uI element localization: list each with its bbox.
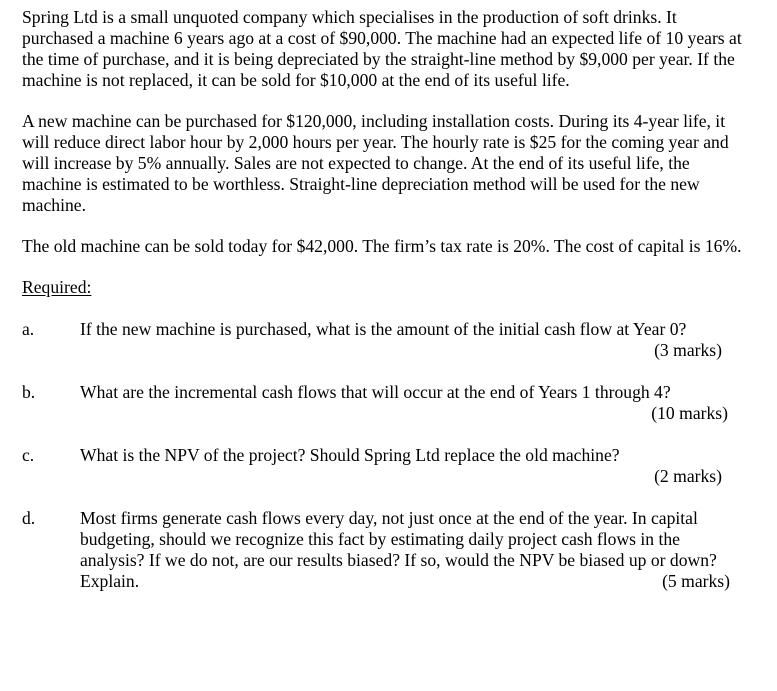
- question-marks: (2 marks): [654, 466, 722, 486]
- paragraph-company-background: Spring Ltd is a small unquoted company which specialises in the production of soft drinks. It purchased a machine 6 years ago at a cost of $90,000. The machine had an expected life of 10 years at the time of purchase, and it is being depreciated by the straight-line method by $9,000 per year. If the machine is not replaced, it can be sold for $10,000 at the end of its useful life.: [22, 7, 742, 90]
- question-text: What are the incremental cash flows that will occur at the end of Years 1 through 4?: [80, 382, 671, 402]
- question-letter: c.: [22, 445, 35, 465]
- question-marks: (3 marks): [654, 340, 722, 360]
- question-letter: b.: [22, 382, 36, 402]
- question-d: [22, 508, 750, 592]
- document-body: [22, 7, 750, 613]
- question-text: What is the NPV of the project? Should Spring Ltd replace the old machine?: [80, 445, 620, 465]
- question-marks: (10 marks): [651, 403, 728, 423]
- question-c: [22, 445, 750, 487]
- question-letter: d.: [22, 508, 36, 528]
- question-text: If the new machine is purchased, what is the amount of the initial cash flow at Year 0?: [80, 319, 687, 339]
- question-marks: (5 marks): [662, 571, 730, 591]
- question-letter: a.: [22, 319, 35, 339]
- required-heading: Required:: [22, 277, 92, 297]
- paragraph-new-machine: A new machine can be purchased for $120,000, including installation costs. During its 4-year life, it will reduce direct labor hour by 2,000 hours per year. The hourly rate is $25 for the coming year and will increase by 5% annually. Sales are not expected to change. At the end of its useful life, the machine is estimated to be worthless. Straight-line depreciation method will be used for the new machine.: [22, 111, 729, 215]
- paragraph-old-machine-sale: The old machine can be sold today for $42,000. The firm’s tax rate is 20%. The cost of capital is 16%.: [22, 236, 742, 256]
- question-text: Most firms generate cash flows every day, not just once at the end of the year. In capital budgeting, should we recognize this fact by estimating daily project cash flows in the analysis? If we do not, are our results biased? If so, would the NPV be biased up or down? Explain.: [80, 508, 717, 591]
- question-text-block: [80, 508, 728, 592]
- question-a: [22, 319, 750, 361]
- question-b: [22, 382, 750, 424]
